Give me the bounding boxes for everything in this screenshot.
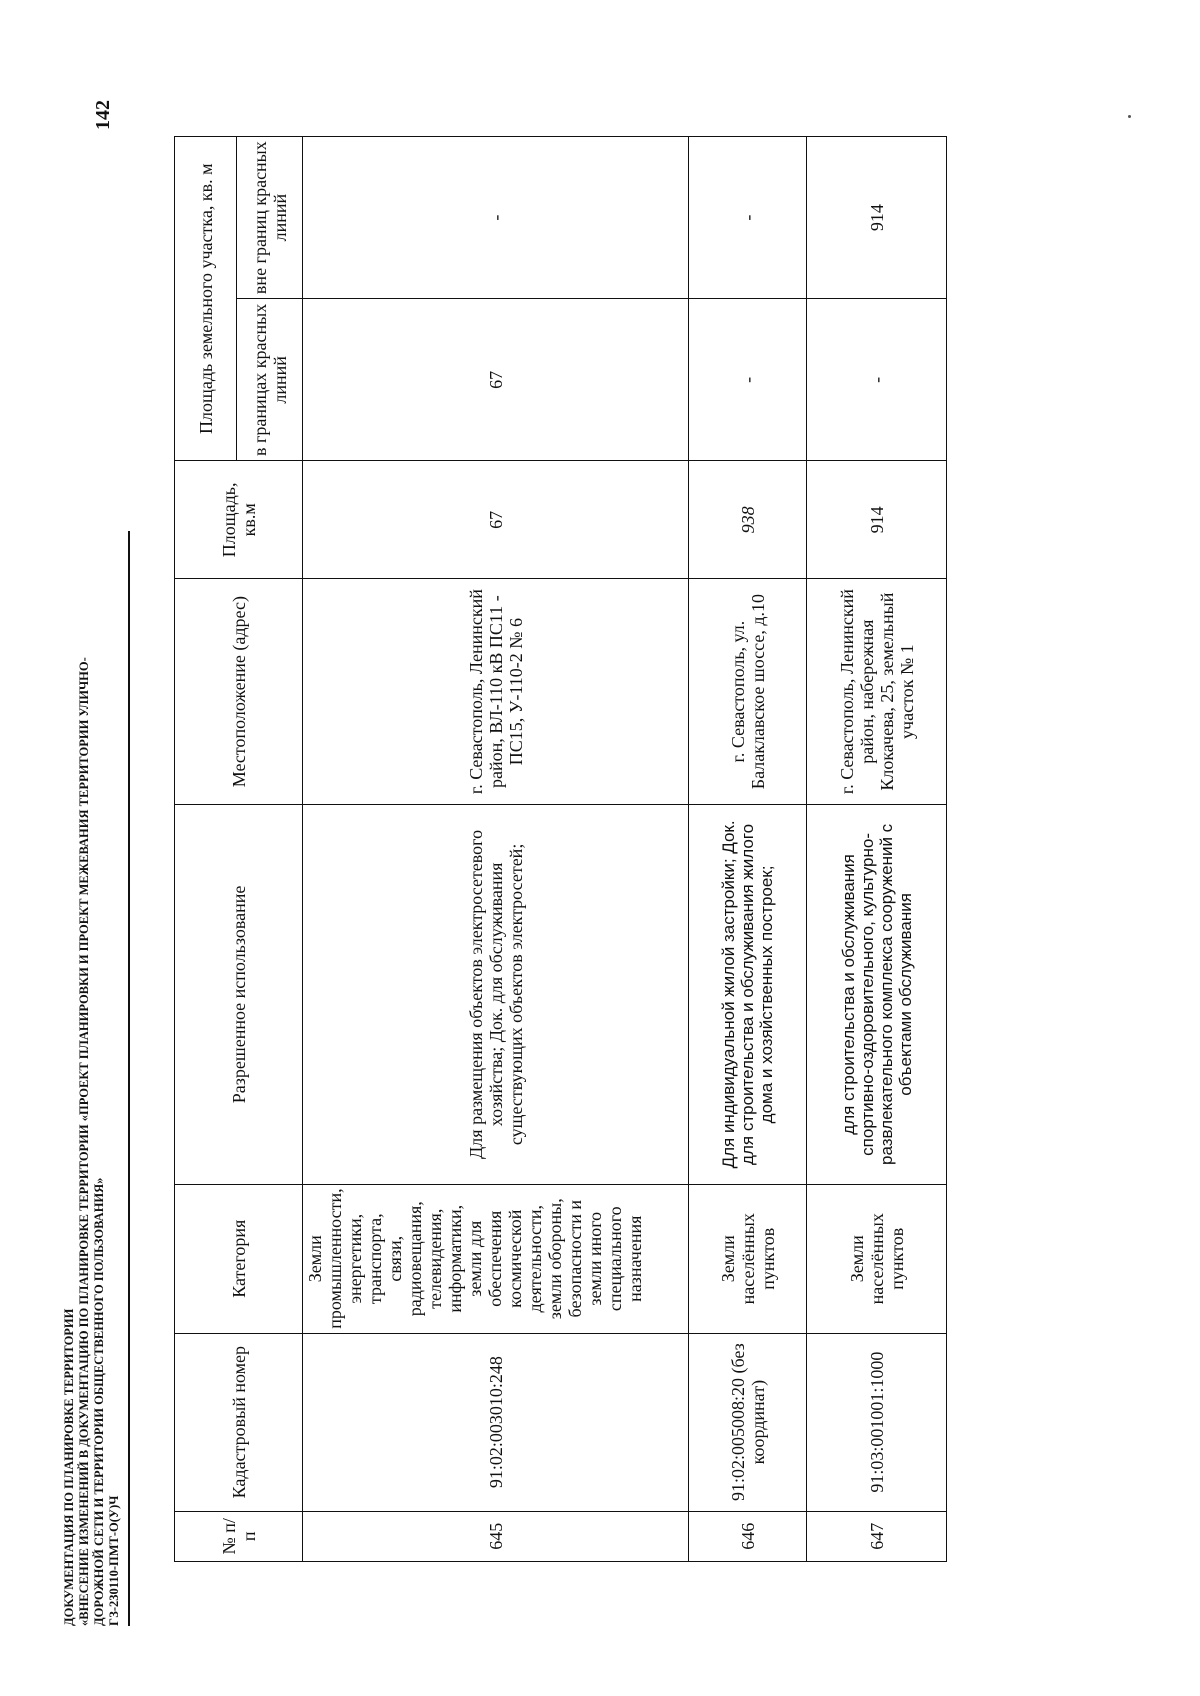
cell-cadastral: 91:02:003010:248 — [303, 1333, 689, 1511]
cell-inside-red: - — [807, 299, 947, 461]
cell-area: 67 — [303, 461, 689, 579]
header-use: Разрешенное использование — [175, 805, 303, 1185]
header-line: ДОКУМЕНТАЦИЯ ПО ПЛАНИРОВКЕ ТЕРРИТОРИИ — [62, 1308, 76, 1626]
cell-num: 646 — [689, 1511, 807, 1561]
page-number: 142 — [92, 100, 114, 130]
header-outside-red-lines: вне границ красных линий — [237, 137, 303, 299]
cell-area: 938 — [689, 461, 807, 579]
cell-category: Земли населённых пунктов — [689, 1184, 807, 1333]
cell-inside-red: 67 — [303, 299, 689, 461]
table-row — [807, 137, 947, 1562]
header-category: Категория — [175, 1184, 303, 1333]
cell-outside-red: - — [689, 137, 807, 299]
cell-use: для строительства и обслуживания спортивно-оздоровительного, культурно-развлекательного комплекса сооружений с объектами обслуживания — [807, 805, 947, 1185]
cell-use: Для размещения объектов электросетевого хозяйства; Док. для обслуживания существующих объектов электросетей; — [303, 805, 689, 1185]
header-inside-red-lines: в границах красных линий — [237, 299, 303, 461]
cell-inside-red: - — [689, 299, 807, 461]
header-line: ГЗ-230110-ПМТ-О(У)Ч — [107, 1495, 121, 1626]
cell-num: 647 — [807, 1511, 947, 1561]
header-cadastral: Кадастровый номер — [175, 1333, 303, 1511]
cell-area: 914 — [807, 461, 947, 579]
cell-location: г. Севастополь, ул. Балаклавское шоссе, д.10 — [689, 579, 807, 805]
header-area: Площадь, кв.м — [175, 461, 303, 579]
cell-use: Для индивидуальной жилой застройки; Док. для строительства и обслуживания жилого дома и хозяйственных построек; — [689, 805, 807, 1185]
header-location: Местоположение (адрес) — [175, 579, 303, 805]
header-plot-area: Площадь земельного участка, кв. м — [175, 137, 237, 461]
header-num: № п/п — [175, 1511, 303, 1561]
cell-category: Земли населённых пунктов — [807, 1184, 947, 1333]
table-row — [303, 137, 689, 1562]
header-divider — [128, 531, 130, 1626]
cell-category: Земли промышленности, энергетики, транспорта, связи, радиовещания, телевидения, информатики, земли для обеспечения космической деятельности, земли обороны, безопасности и земли иного специального назначения — [303, 1184, 689, 1333]
cell-outside-red: - — [303, 137, 689, 299]
document-header — [62, 426, 122, 1626]
cell-location: г. Севастополь, Ленинский район, ВЛ-110 кВ ПС11 - ПС15, У-110-2 № 6 — [303, 579, 689, 805]
cell-cadastral: 91:03:001001:1000 — [807, 1333, 947, 1511]
cell-cadastral: 91:02:005008:20 (без координат) — [689, 1333, 807, 1511]
header-line: «ВНЕСЕНИЕ ИЗМЕНЕНИЙ В ДОКУМЕНТАЦИЮ ПО ПЛАНИРОВКЕ ТЕРРИТОРИИ «ПРОЕКТ ПЛАНИРОВКИ И ПРОЕКТ МЕЖЕВАНИЯ ТЕРРИТОРИИ УЛИЧНО- — [77, 657, 91, 1626]
scan-speck — [1128, 115, 1131, 118]
cell-location: г. Севастополь, Ленинский район, набережная Клокачева, 25, земельный участок № 1 — [807, 579, 947, 805]
cell-outside-red: 914 — [807, 137, 947, 299]
land-plot-table — [174, 136, 947, 1562]
header-line: ДОРОЖНОЙ СЕТИ И ТЕРРИТОРИИ ОБЩЕСТВЕННОГО ПОЛЬЗОВАНИЯ» — [92, 1177, 106, 1626]
table-row — [689, 137, 807, 1562]
cell-num: 645 — [303, 1511, 689, 1561]
